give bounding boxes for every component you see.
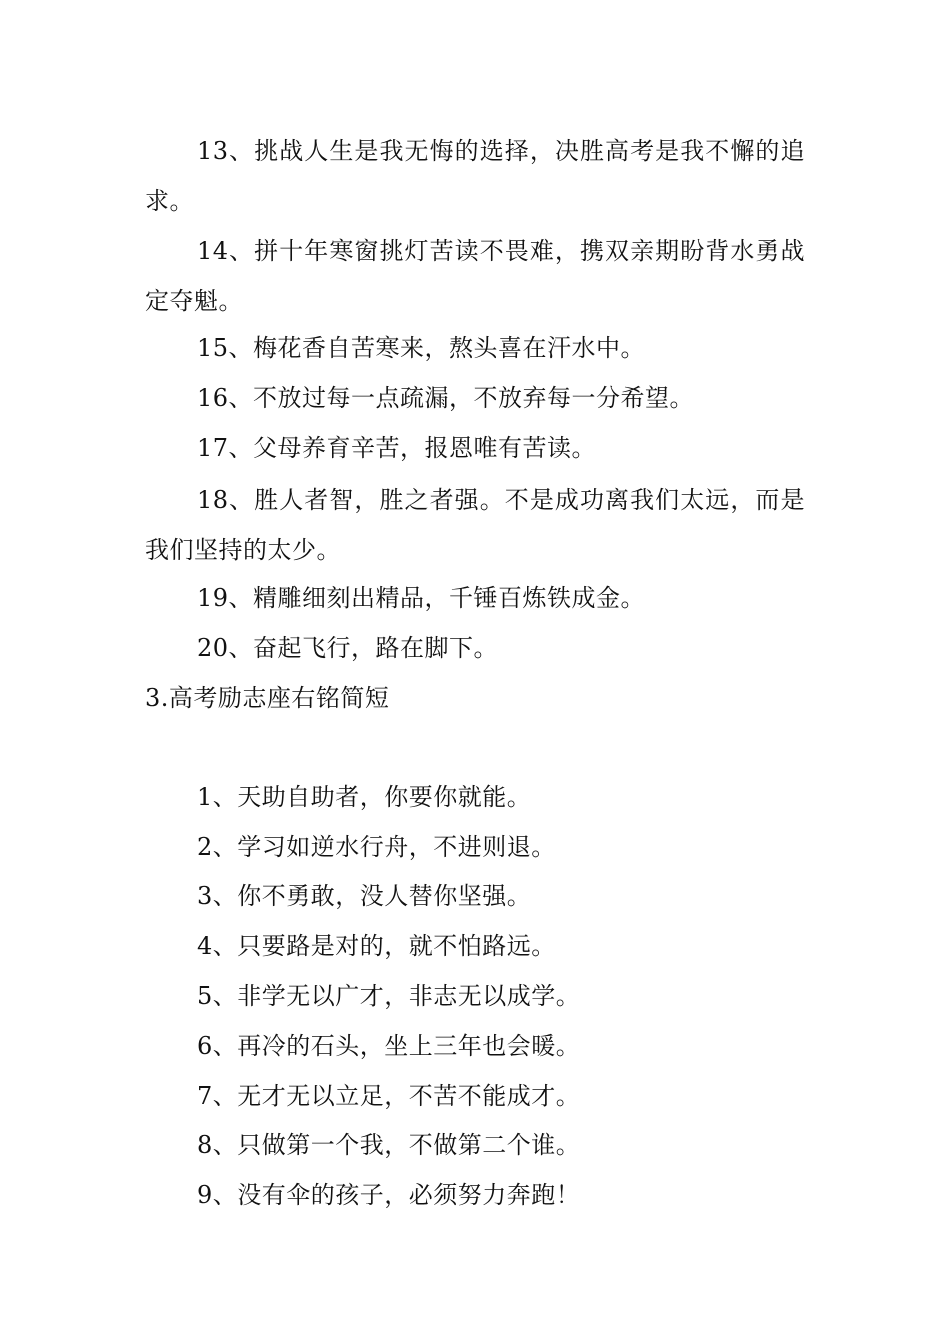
list-item: 3、你不勇敢，没人替你坚强。: [197, 882, 532, 910]
list-item: 4、只要路是对的，就不怕路远。: [197, 932, 556, 960]
list-item: 6、再冷的石头，坐上三年也会暖。: [197, 1032, 581, 1060]
list-item: 7、无才无以立足，不苦不能成才。: [197, 1082, 581, 1110]
list-item: 13、挑战人生是我无悔的选择，决胜高考是我不懈的追求。: [145, 137, 805, 215]
list-item: 9、没有伞的孩子，必须努力奔跑！: [197, 1181, 581, 1209]
list-item: 16、不放过每一点疏漏，不放弃每一分希望。: [197, 384, 695, 412]
list-item: 20、奋起飞行，路在脚下。: [197, 634, 499, 662]
list-item: 14、拼十年寒窗挑灯苦读不畏难，携双亲期盼背水勇战定夺魁。: [145, 237, 805, 315]
list-item: 19、精雕细刻出精品，千锤百炼铁成金。: [197, 584, 646, 612]
list-item: 2、学习如逆水行舟，不进则退。: [197, 833, 556, 861]
list-item: 5、非学无以广才，非志无以成学。: [197, 982, 581, 1010]
list-item: 8、只做第一个我，不做第二个谁。: [197, 1131, 581, 1159]
section-heading: 3.高考励志座右铭简短: [145, 684, 390, 712]
list-item: 18、胜人者智，胜之者强。不是成功离我们太远，而是我们坚持的太少。: [145, 486, 805, 564]
list-item: 1、天助自助者，你要你就能。: [197, 783, 532, 811]
list-item: 17、父母养育辛苦，报恩唯有苦读。: [197, 434, 597, 462]
list-item: 15、梅花香自苦寒来，熬头喜在汗水中。: [197, 334, 646, 362]
